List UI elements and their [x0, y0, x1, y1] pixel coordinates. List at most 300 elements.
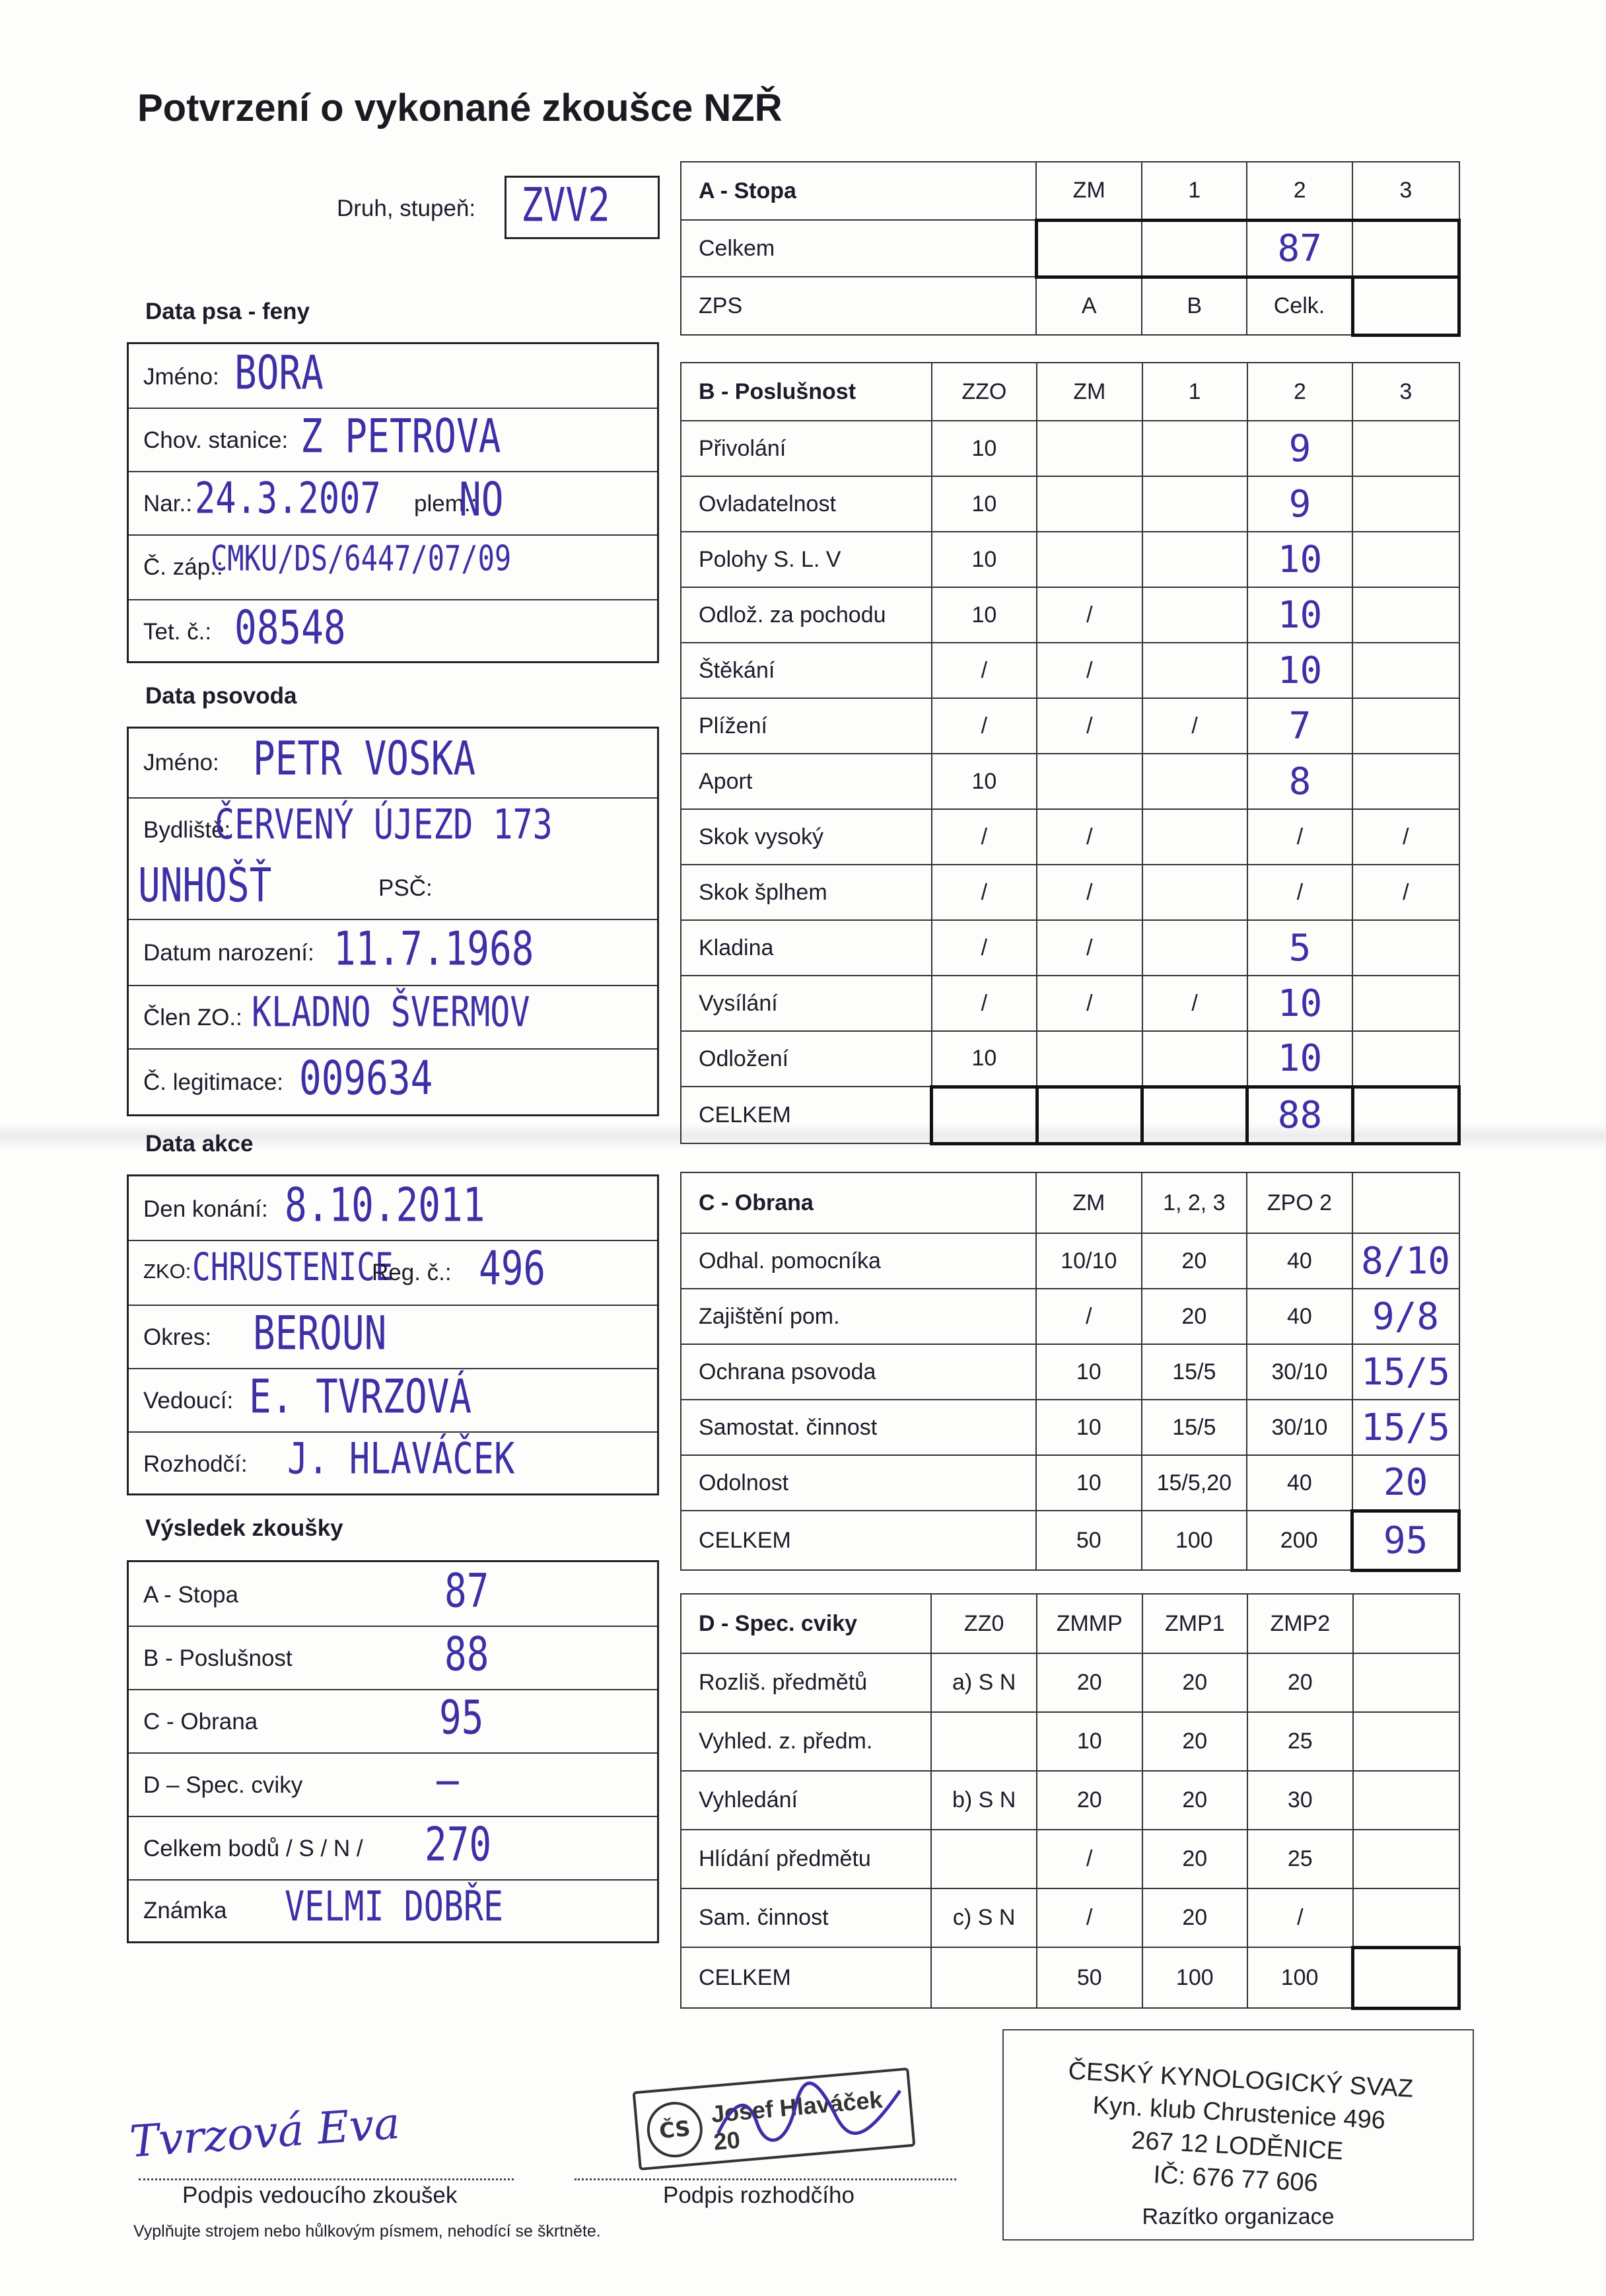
druh-label: Druh, stupeň: — [337, 196, 476, 221]
table-d-spec-cviky — [680, 1593, 1461, 2010]
tableD-cell — [1353, 1888, 1459, 1947]
dog-tattoo-label: Tet. č.: — [143, 619, 212, 645]
dog-row-registry — [129, 534, 657, 600]
table-d-header: ZMMP — [1037, 1594, 1142, 1653]
handler-member-label: Člen ZO.: — [143, 1005, 242, 1030]
result-row-c — [129, 1689, 657, 1754]
tableD-cell: 20 — [1142, 1888, 1248, 1947]
event-reg-label: Reg. č.: — [372, 1260, 452, 1285]
tableD-cell — [931, 1947, 1037, 2008]
tableD-cell: 20 — [1142, 1712, 1248, 1771]
tableC-cell: 20 — [1142, 1289, 1247, 1344]
tableB-row — [681, 476, 1459, 532]
event-leader-label: Vedoucí: — [143, 1388, 234, 1414]
tableD-cell: 20 — [1142, 1771, 1248, 1830]
tableB-row-label: Vysílání — [681, 976, 932, 1031]
result-row-b — [129, 1626, 657, 1690]
tableB-row-label: Aport — [681, 754, 932, 809]
tableC-row-label: Zajištění pom. — [681, 1289, 1036, 1344]
tableB-cell — [1142, 587, 1247, 643]
tableD-cell: 100 — [1247, 1947, 1353, 2008]
result-box — [127, 1560, 659, 1943]
tableD-row — [681, 1653, 1459, 1712]
tableB-row-label: Kladina — [681, 920, 932, 976]
tableB-cell — [932, 1087, 1037, 1143]
dog-tattoo-value: 08548 — [234, 601, 346, 656]
event-row-club — [129, 1240, 657, 1306]
result-b-label: B - Poslušnost — [143, 1645, 293, 1671]
tableB-cell — [1142, 809, 1247, 865]
tableC-cell: 30/10 — [1247, 1400, 1352, 1455]
tableB-row-label: Skok šplhem — [681, 865, 932, 920]
event-leader-value: E. TVRZOVÁ — [249, 1370, 472, 1425]
tableB-cell — [1352, 1087, 1459, 1143]
tableB-cell: / — [932, 865, 1037, 920]
tableD-cell: 100 — [1142, 1947, 1248, 2008]
tableB-cell: 10 — [932, 476, 1037, 532]
stamp-line: 267 12 LODĚNICE — [1131, 2126, 1344, 2166]
tableB-cell: 8 — [1247, 754, 1353, 809]
dog-row-name — [129, 344, 657, 409]
table-a-cell: 87 — [1247, 220, 1352, 277]
tableB-cell: 10 — [932, 421, 1037, 476]
tableC-row — [681, 1455, 1459, 1511]
table-d-header: ZMP1 — [1142, 1594, 1248, 1653]
handler-row-legit — [129, 1048, 657, 1114]
table-b-poslusnost — [680, 362, 1461, 1145]
tableC-cell: 15/5 — [1142, 1400, 1247, 1455]
tableD-cell — [1353, 1712, 1459, 1771]
dog-row-birth — [129, 471, 657, 536]
tableB-cell: / — [1037, 587, 1142, 643]
tableB-cell — [1142, 1031, 1247, 1087]
tableB-row — [681, 920, 1459, 976]
table-a-cell: Celk. — [1247, 277, 1352, 335]
tableB-row — [681, 587, 1459, 643]
tableD-cell: / — [1037, 1888, 1142, 1947]
tableB-cell: / — [932, 698, 1037, 754]
result-total-value: 270 — [425, 1818, 492, 1873]
tableC-row-label: Samostat. činnost — [681, 1400, 1036, 1455]
tableB-row-label: Polohy S. L. V — [681, 532, 932, 587]
dog-row-tattoo — [129, 599, 657, 663]
tableC-cell: 9/8 — [1352, 1289, 1459, 1344]
result-row-d — [129, 1752, 657, 1817]
tableB-cell — [1142, 476, 1247, 532]
table-d-title: D - Spec. cviky — [681, 1594, 931, 1653]
tableC-cell: 8/10 — [1352, 1233, 1459, 1289]
table-a-header: 2 — [1247, 162, 1352, 220]
table-c-header: ZPO 2 — [1247, 1172, 1352, 1233]
stamp-text — [1000, 2052, 1475, 2208]
tableB-cell — [1352, 698, 1459, 754]
tableD-row — [681, 1712, 1459, 1771]
table-b-header: 3 — [1352, 363, 1459, 421]
tableB-cell — [1037, 421, 1142, 476]
table-d-header: ZMP2 — [1247, 1594, 1353, 1653]
tableB-cell — [1352, 643, 1459, 698]
handler-member-value: KLADNO ŠVERMOV — [252, 987, 530, 1036]
result-grade-label: Známka — [143, 1898, 227, 1923]
organization-stamp-box — [1002, 2029, 1474, 2241]
handler-city-value: UNHOŠŤ — [138, 859, 272, 914]
tableB-cell: / — [1142, 698, 1247, 754]
dog-kennel-value: Z PETROVA — [300, 410, 501, 464]
tableC-cell: 40 — [1247, 1455, 1352, 1511]
event-district-label: Okres: — [143, 1324, 212, 1350]
tableD-row-label: Vyhled. z. předm. — [681, 1712, 931, 1771]
tableC-cell: 15/5 — [1352, 1344, 1459, 1400]
table-d-header — [1353, 1594, 1459, 1653]
judge-stamp — [633, 2067, 916, 2170]
leader-signature-line — [139, 2178, 514, 2180]
tableB-row — [681, 643, 1459, 698]
tableC-cell: 10 — [1036, 1344, 1141, 1400]
tableD-cell — [1353, 1653, 1459, 1712]
tableB-cell — [1037, 532, 1142, 587]
handler-birthdate-label: Datum narození: — [143, 940, 314, 966]
event-box — [127, 1174, 659, 1495]
tableC-row — [681, 1511, 1459, 1570]
event-judge-value: J. HLAVÁČEK — [287, 1434, 515, 1484]
tableB-cell — [1142, 532, 1247, 587]
tableC-cell: 20 — [1142, 1233, 1247, 1289]
judge-signature-scribble — [707, 2070, 911, 2167]
tableD-cell: 20 — [1037, 1771, 1142, 1830]
tableC-row — [681, 1233, 1459, 1289]
tableB-cell: 7 — [1247, 698, 1353, 754]
tableB-row — [681, 754, 1459, 809]
handler-name-value: PETR VOSKA — [253, 732, 476, 787]
tableB-cell: 10 — [1247, 587, 1353, 643]
table-a-cell — [1142, 220, 1247, 277]
table-a-zps-label: ZPS — [681, 277, 1036, 335]
footer-note: Vyplňujte strojem nebo hůlkovým písmem, nehodící se škrtněte. — [133, 2222, 601, 2241]
tableD-cell: 20 — [1142, 1653, 1248, 1712]
tableB-cell — [1142, 754, 1247, 809]
event-date-label: Den konání: — [143, 1196, 268, 1222]
stamp-line: ČESKÝ KYNOLOGICKÝ SVAZ — [1067, 2057, 1414, 2103]
tableB-cell — [1352, 920, 1459, 976]
tableB-row — [681, 809, 1459, 865]
tableD-cell: c) S N — [931, 1888, 1037, 1947]
tableB-row — [681, 698, 1459, 754]
dog-registry-label: Č. záp.: — [143, 554, 223, 580]
tableD-row-label: Rozliš. předmětů — [681, 1653, 931, 1712]
tableC-row-label: Odolnost — [681, 1455, 1036, 1511]
judge-signature-caption: Podpis rozhodčího — [663, 2182, 855, 2208]
tableD-cell — [1353, 1771, 1459, 1830]
event-reg-value: 496 — [479, 1242, 546, 1297]
tableB-cell: 10 — [932, 587, 1037, 643]
tableB-cell: / — [932, 976, 1037, 1031]
handler-row-birthdate — [129, 919, 657, 986]
tableD-cell: / — [1037, 1830, 1142, 1888]
tableB-cell: / — [1037, 920, 1142, 976]
dog-box — [127, 342, 659, 663]
stamp-caption: Razítko organizace — [1142, 2204, 1335, 2229]
stamp-line: Kyn. klub Chrustenice 496 — [1092, 2091, 1386, 2135]
table-a-header: ZM — [1036, 162, 1142, 220]
tableC-cell: 40 — [1247, 1233, 1352, 1289]
tableC-cell: 15/5 — [1352, 1400, 1459, 1455]
tableD-cell: 20 — [1142, 1830, 1248, 1888]
result-section-title: Výsledek zkoušky — [145, 1515, 343, 1541]
tableD-cell: 25 — [1247, 1830, 1353, 1888]
tableB-row — [681, 1087, 1459, 1143]
tableB-cell: / — [1037, 865, 1142, 920]
result-grade-value: VELMI DOBŘE — [285, 1882, 504, 1931]
tableC-row — [681, 1400, 1459, 1455]
handler-section-title: Data psovoda — [145, 683, 297, 709]
result-b-value: 88 — [444, 1628, 489, 1682]
table-a-celkem-label: Celkem — [681, 220, 1036, 277]
tableC-row-label: Ochrana psovoda — [681, 1344, 1036, 1400]
tableB-cell — [1352, 532, 1459, 587]
handler-row-name — [129, 729, 657, 799]
tableB-cell: / — [1037, 976, 1142, 1031]
tableB-cell: 88 — [1247, 1087, 1353, 1143]
tableB-cell — [1037, 1087, 1142, 1143]
result-a-value: 87 — [444, 1564, 489, 1619]
handler-address-label: Bydliště: — [143, 817, 231, 843]
tableD-cell — [931, 1712, 1037, 1771]
handler-row-city — [129, 855, 657, 920]
tableD-cell: a) S N — [931, 1653, 1037, 1712]
table-c-title: C - Obrana — [681, 1172, 1036, 1233]
tableB-cell: 10 — [932, 532, 1037, 587]
tableB-cell — [1352, 754, 1459, 809]
tableC-cell: 10/10 — [1036, 1233, 1141, 1289]
tableB-cell — [1037, 1031, 1142, 1087]
handler-psc-label: PSČ: — [378, 875, 433, 901]
tableB-row — [681, 1031, 1459, 1087]
event-judge-label: Rozhodčí: — [143, 1451, 248, 1477]
table-b-header: 2 — [1247, 363, 1353, 421]
tableB-cell: 5 — [1247, 920, 1353, 976]
tableB-cell: 10 — [1247, 1031, 1353, 1087]
tableC-cell: 20 — [1352, 1455, 1459, 1511]
tableD-row-label: Vyhledání — [681, 1771, 931, 1830]
tableB-cell: / — [932, 920, 1037, 976]
tableD-cell — [1353, 1830, 1459, 1888]
table-a-cell: A — [1036, 277, 1142, 335]
dog-registry-value: CMKU/DS/6447/07/09 — [211, 538, 512, 579]
tableD-row-label: Sam. činnost — [681, 1888, 931, 1947]
tableC-cell: 50 — [1036, 1511, 1141, 1570]
tableB-row-label: Přivolání — [681, 421, 932, 476]
tableB-row-label: Ovladatelnost — [681, 476, 932, 532]
tableB-row-label: Plížení — [681, 698, 932, 754]
dog-breed-label: plem.: — [414, 491, 477, 517]
tableC-row-label: CELKEM — [681, 1511, 1036, 1570]
table-a-cell — [1352, 220, 1459, 277]
tableB-row-label: CELKEM — [681, 1087, 932, 1143]
judge-stamp-logo-icon — [643, 2097, 707, 2162]
tableC-row-label: Odhal. pomocníka — [681, 1233, 1036, 1289]
tableB-cell: 10 — [1247, 532, 1353, 587]
tableC-row — [681, 1289, 1459, 1344]
tableD-cell: 25 — [1247, 1712, 1353, 1771]
tableB-cell — [1142, 1087, 1247, 1143]
table-a-cell — [1352, 277, 1459, 335]
table-c-header: ZM — [1036, 1172, 1141, 1233]
tableB-cell: 10 — [932, 1031, 1037, 1087]
tableB-cell: / — [1247, 865, 1353, 920]
dog-name-value: BORA — [234, 346, 324, 401]
event-row-date — [129, 1176, 657, 1241]
tableB-cell — [1142, 643, 1247, 698]
tableD-cell — [931, 1830, 1037, 1888]
dog-birth-label: Nar.: — [143, 491, 192, 517]
result-row-a — [129, 1562, 657, 1627]
tableB-row-label: Štěkání — [681, 643, 932, 698]
tableC-row — [681, 1344, 1459, 1400]
tableD-cell: 20 — [1037, 1653, 1142, 1712]
tableB-cell: 10 — [932, 754, 1037, 809]
dog-row-kennel — [129, 408, 657, 472]
tableB-cell: 9 — [1247, 476, 1353, 532]
tableB-cell — [1037, 476, 1142, 532]
event-club-label: ZKO: — [143, 1260, 192, 1283]
tableC-cell: 40 — [1247, 1289, 1352, 1344]
tableB-cell: 10 — [1247, 976, 1353, 1031]
tableD-row-label: Hlídání předmětu — [681, 1830, 931, 1888]
tableD-row — [681, 1947, 1459, 2008]
tableD-row — [681, 1830, 1459, 1888]
tableB-row-label: Odložení — [681, 1031, 932, 1087]
result-a-label: A - Stopa — [143, 1582, 238, 1608]
tableD-cell: b) S N — [931, 1771, 1037, 1830]
table-a-header: 3 — [1352, 162, 1459, 220]
dog-birth-value: 24.3.2007 — [195, 474, 381, 524]
table-c-header — [1352, 1172, 1459, 1233]
tableB-row — [681, 421, 1459, 476]
druh-value: ZVV2 — [521, 178, 610, 233]
table-c-obrana — [680, 1172, 1461, 1572]
table-a-cell — [1036, 220, 1142, 277]
result-total-label: Celkem bodů / S / N / — [143, 1836, 363, 1861]
tableB-cell — [1142, 920, 1247, 976]
tableC-cell: 30/10 — [1247, 1344, 1352, 1400]
table-c-header: 1, 2, 3 — [1142, 1172, 1247, 1233]
tableB-cell — [1352, 476, 1459, 532]
table-b-header: 1 — [1142, 363, 1247, 421]
table-b-header: ZM — [1037, 363, 1142, 421]
result-d-label: D – Spec. cviky — [143, 1772, 303, 1798]
judge-stamp-text: Josef Hlaváček 20 — [710, 2085, 884, 2156]
tableD-cell: 30 — [1247, 1771, 1353, 1830]
tableB-cell — [1142, 865, 1247, 920]
tableD-row — [681, 1771, 1459, 1830]
tableC-cell: / — [1036, 1289, 1141, 1344]
tableB-cell: / — [1037, 698, 1142, 754]
tableD-cell: / — [1247, 1888, 1353, 1947]
stamp-line: IČ: 676 77 606 — [1152, 2161, 1319, 2198]
event-row-judge — [129, 1431, 657, 1495]
result-row-total — [129, 1816, 657, 1881]
tableB-row-label: Skok vysoký — [681, 809, 932, 865]
tableB-cell — [1352, 1031, 1459, 1087]
tableD-row-label: CELKEM — [681, 1947, 931, 2008]
event-club-value: CHRUSTENICE — [192, 1244, 394, 1289]
tableC-cell: 100 — [1142, 1511, 1247, 1570]
leader-signature-caption: Podpis vedoucího zkoušek — [182, 2182, 458, 2208]
handler-birthdate-value: 11.7.1968 — [333, 922, 534, 977]
page-title: Potvrzení o vykonané zkoušce NZŘ — [137, 87, 783, 129]
result-c-label: C - Obrana — [143, 1709, 258, 1735]
handler-name-label: Jméno: — [143, 750, 219, 775]
tableB-cell — [1352, 587, 1459, 643]
tableC-cell: 10 — [1036, 1455, 1141, 1511]
event-row-district — [129, 1305, 657, 1369]
judge-signature-line — [575, 2178, 956, 2180]
table-d-header: ZZ0 — [931, 1594, 1037, 1653]
tableB-cell: / — [1142, 976, 1247, 1031]
tableD-cell: 20 — [1247, 1653, 1353, 1712]
tableB-cell: / — [1352, 865, 1459, 920]
tableC-cell: 15/5,20 — [1142, 1455, 1247, 1511]
result-d-value: — — [436, 1753, 459, 1808]
tableB-row — [681, 865, 1459, 920]
tableB-cell — [1037, 754, 1142, 809]
tableB-row — [681, 976, 1459, 1031]
tableD-cell: 10 — [1037, 1712, 1142, 1771]
tableD-row — [681, 1888, 1459, 1947]
tableC-cell: 15/5 — [1142, 1344, 1247, 1400]
tableB-cell: / — [932, 643, 1037, 698]
result-c-value: 95 — [439, 1691, 484, 1746]
dog-name-label: Jméno: — [143, 364, 219, 390]
handler-address-value: ČERVENÝ ÚJEZD 173 — [215, 800, 553, 849]
tableB-cell: / — [1352, 809, 1459, 865]
dog-section-title: Data psa - feny — [145, 299, 310, 324]
tableB-cell — [1352, 976, 1459, 1031]
event-row-leader — [129, 1368, 657, 1433]
tableC-cell: 95 — [1352, 1511, 1459, 1570]
tableB-cell: 9 — [1247, 421, 1353, 476]
handler-row-address — [129, 797, 657, 855]
result-row-grade — [129, 1879, 657, 1943]
tableC-cell: 10 — [1036, 1400, 1141, 1455]
tableB-cell — [1142, 421, 1247, 476]
tableB-cell — [1352, 421, 1459, 476]
tableB-cell: / — [1037, 643, 1142, 698]
tableB-cell: / — [932, 809, 1037, 865]
table-b-header: ZZO — [932, 363, 1037, 421]
druh-box[interactable] — [505, 176, 660, 239]
tableC-cell: 200 — [1247, 1511, 1352, 1570]
event-district-value: BEROUN — [253, 1307, 387, 1361]
tableD-cell: 50 — [1037, 1947, 1142, 2008]
table-a-header: 1 — [1142, 162, 1247, 220]
tableB-row-label: Odlož. za pochodu — [681, 587, 932, 643]
handler-row-member — [129, 985, 657, 1050]
tableD-cell — [1353, 1947, 1459, 2008]
table-a-title: A - Stopa — [681, 162, 1036, 220]
tableB-row — [681, 532, 1459, 587]
leader-signature: Tvrzová Eva — [127, 2097, 402, 2168]
table-b-title: B - Poslušnost — [681, 363, 932, 421]
handler-legit-label: Č. legitimace: — [143, 1069, 284, 1095]
tableB-cell: / — [1037, 809, 1142, 865]
event-section-title: Data akce — [145, 1131, 254, 1157]
tableB-cell: / — [1247, 809, 1353, 865]
table-a-stopa — [680, 161, 1461, 337]
tableB-cell: 10 — [1247, 643, 1353, 698]
svg-text:ČS: ČS — [658, 2116, 691, 2144]
dog-kennel-label: Chov. stanice: — [143, 427, 289, 453]
